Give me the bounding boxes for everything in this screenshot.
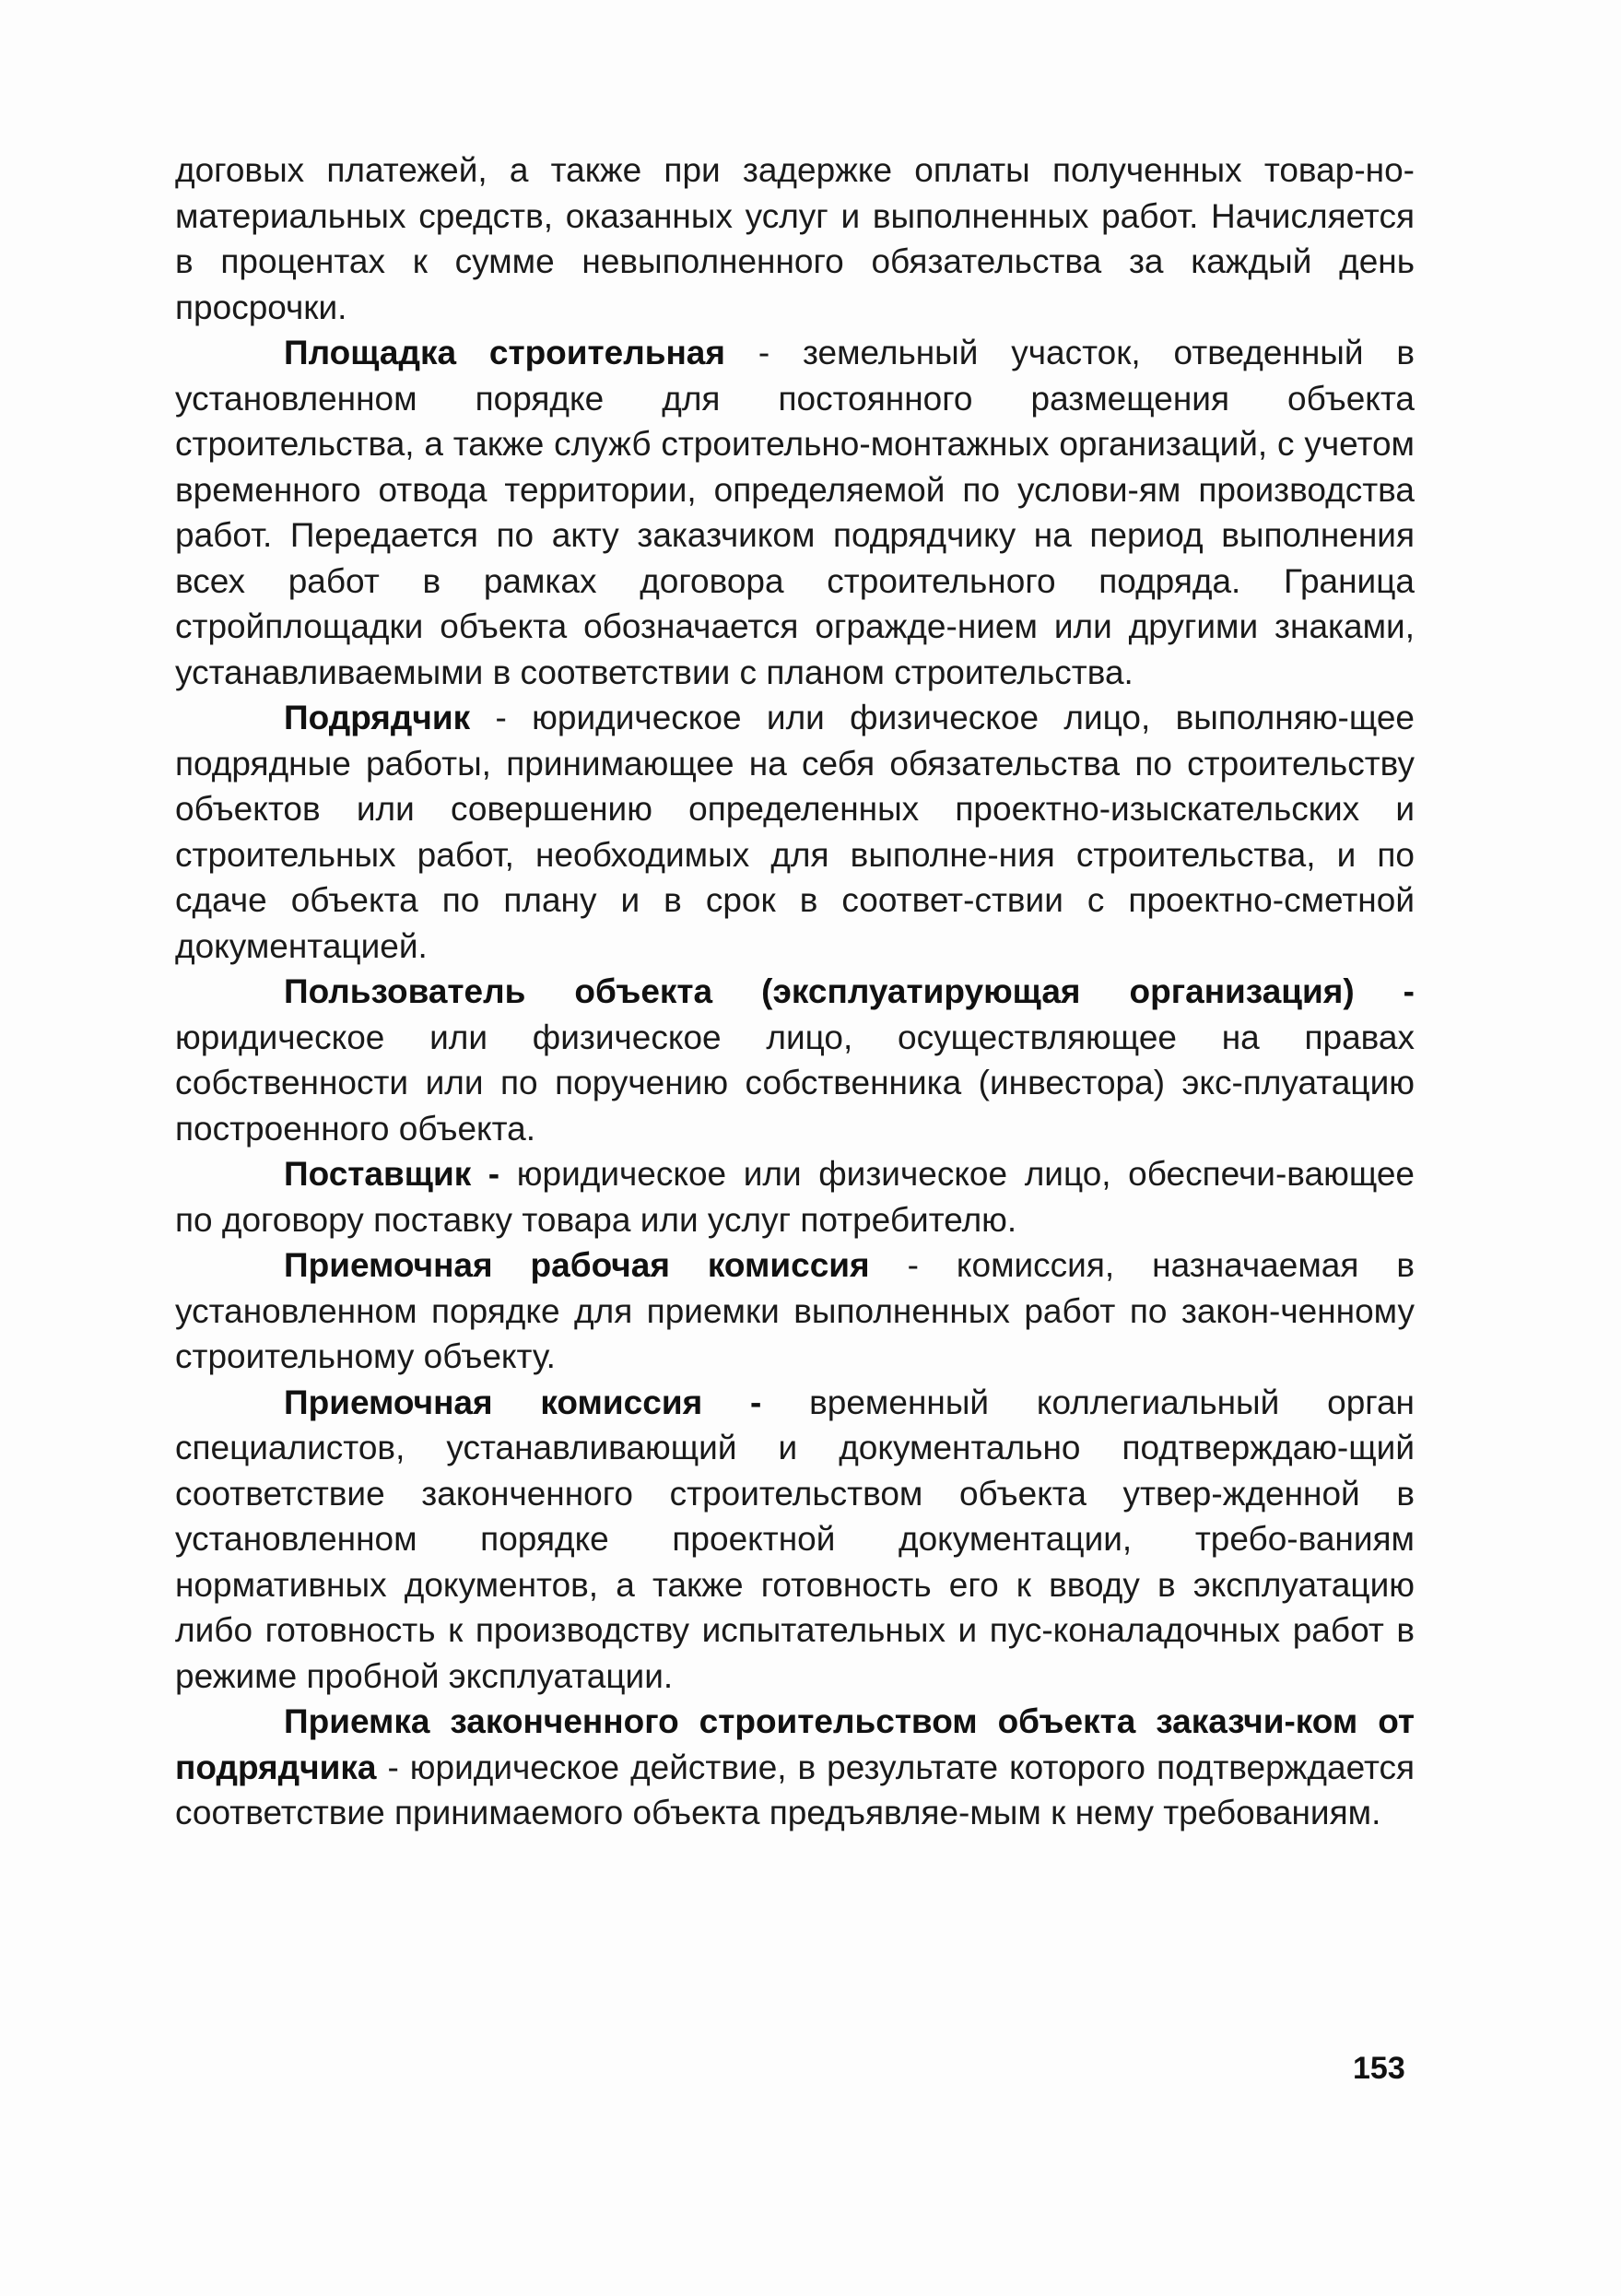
page-number: 153	[1353, 2051, 1405, 2086]
page-body	[175, 147, 1415, 1836]
glossary-entry	[175, 1151, 1415, 1242]
entry-definition: юридическое или физическое лицо, обеспечи-вающее по договору поставку товара или услуг потребителю.	[175, 1155, 1415, 1239]
entry-definition: - земельный участок, отведенный в установленном порядке для постоянного размещения объекта строительства, а также служб строительно-монтажных организаций, с учетом временного отвода территории, определяемой по услови-ям производства работ. Передается по акту заказчиком подрядчику на период выполнения всех работ в рамках договора строительного подряда. Граница стройплощадки объекта обозначается огражде-нием или другими знаками, устанавливаемыми в соответствии с планом строительства.	[175, 334, 1415, 691]
glossary-entry	[175, 1242, 1415, 1380]
entry-term: Пользователь объекта (эксплуатирующая организация) -	[284, 972, 1415, 1010]
glossary-entry	[175, 330, 1415, 695]
entry-term: Поставщик -	[284, 1155, 500, 1193]
entry-definition: юридическое или физическое лицо, осуществляющее на правах собственности или по поручению собственника (инвестора) экс-плуатацию построенного объекта.	[175, 1018, 1415, 1148]
entry-term: Площадка строительная	[284, 334, 725, 371]
entry-definition: временный коллегиальный орган специалистов, устанавливающий и документально подтверждаю-щий соответствие законченного строительством объекта утвер-жденной в установленном порядке проектной документации, требо-ваниям нормативных документов, а также готовность его к вводу в эксплуатацию либо готовность к производству испытательных и пус-коналадочных работ в режиме пробной эксплуатации.	[175, 1383, 1415, 1695]
entry-term: Приемочная комиссия -	[284, 1383, 762, 1421]
glossary-entry	[175, 1699, 1415, 1836]
entry-definition: - юридическое или физическое лицо, выполняю-щее подрядные работы, принимающее на себя обязательства по строительству объектов или совершению определенных проектно-изыскательских и строительных работ, необходимых для выполне-ния строительства, и по сдаче объекта по плану и в срок в соответ-ствии с проектно-сметной документацией.	[175, 699, 1415, 965]
entry-term: Приемка законченного строительством объекта заказчи-ком от подрядчика	[175, 1702, 1415, 1786]
glossary-entry	[175, 1380, 1415, 1700]
glossary-entry	[175, 695, 1415, 969]
entry-term: Приемочная рабочая комиссия	[284, 1246, 870, 1284]
glossary-entry	[175, 969, 1415, 1151]
entry-term: Подрядчик	[284, 699, 471, 736]
entry-definition: - комиссия, назначаемая в установленном порядке для приемки выполненных работ по закон-ченному строительному объекту.	[175, 1246, 1415, 1375]
entry-definition: - юридическое действие, в результате которого подтверждается соответствие принимаемого объекта предъявляе-мым к нему требованиям.	[175, 1748, 1415, 1831]
continuation-paragraph: договых платежей, а также при задержке оплаты полученных товар-но-материальных средств, оказанных услуг и выполненных работ. Начисляется в процентах к сумме невыполненного обязательства за каждый день просрочки.	[175, 151, 1415, 326]
